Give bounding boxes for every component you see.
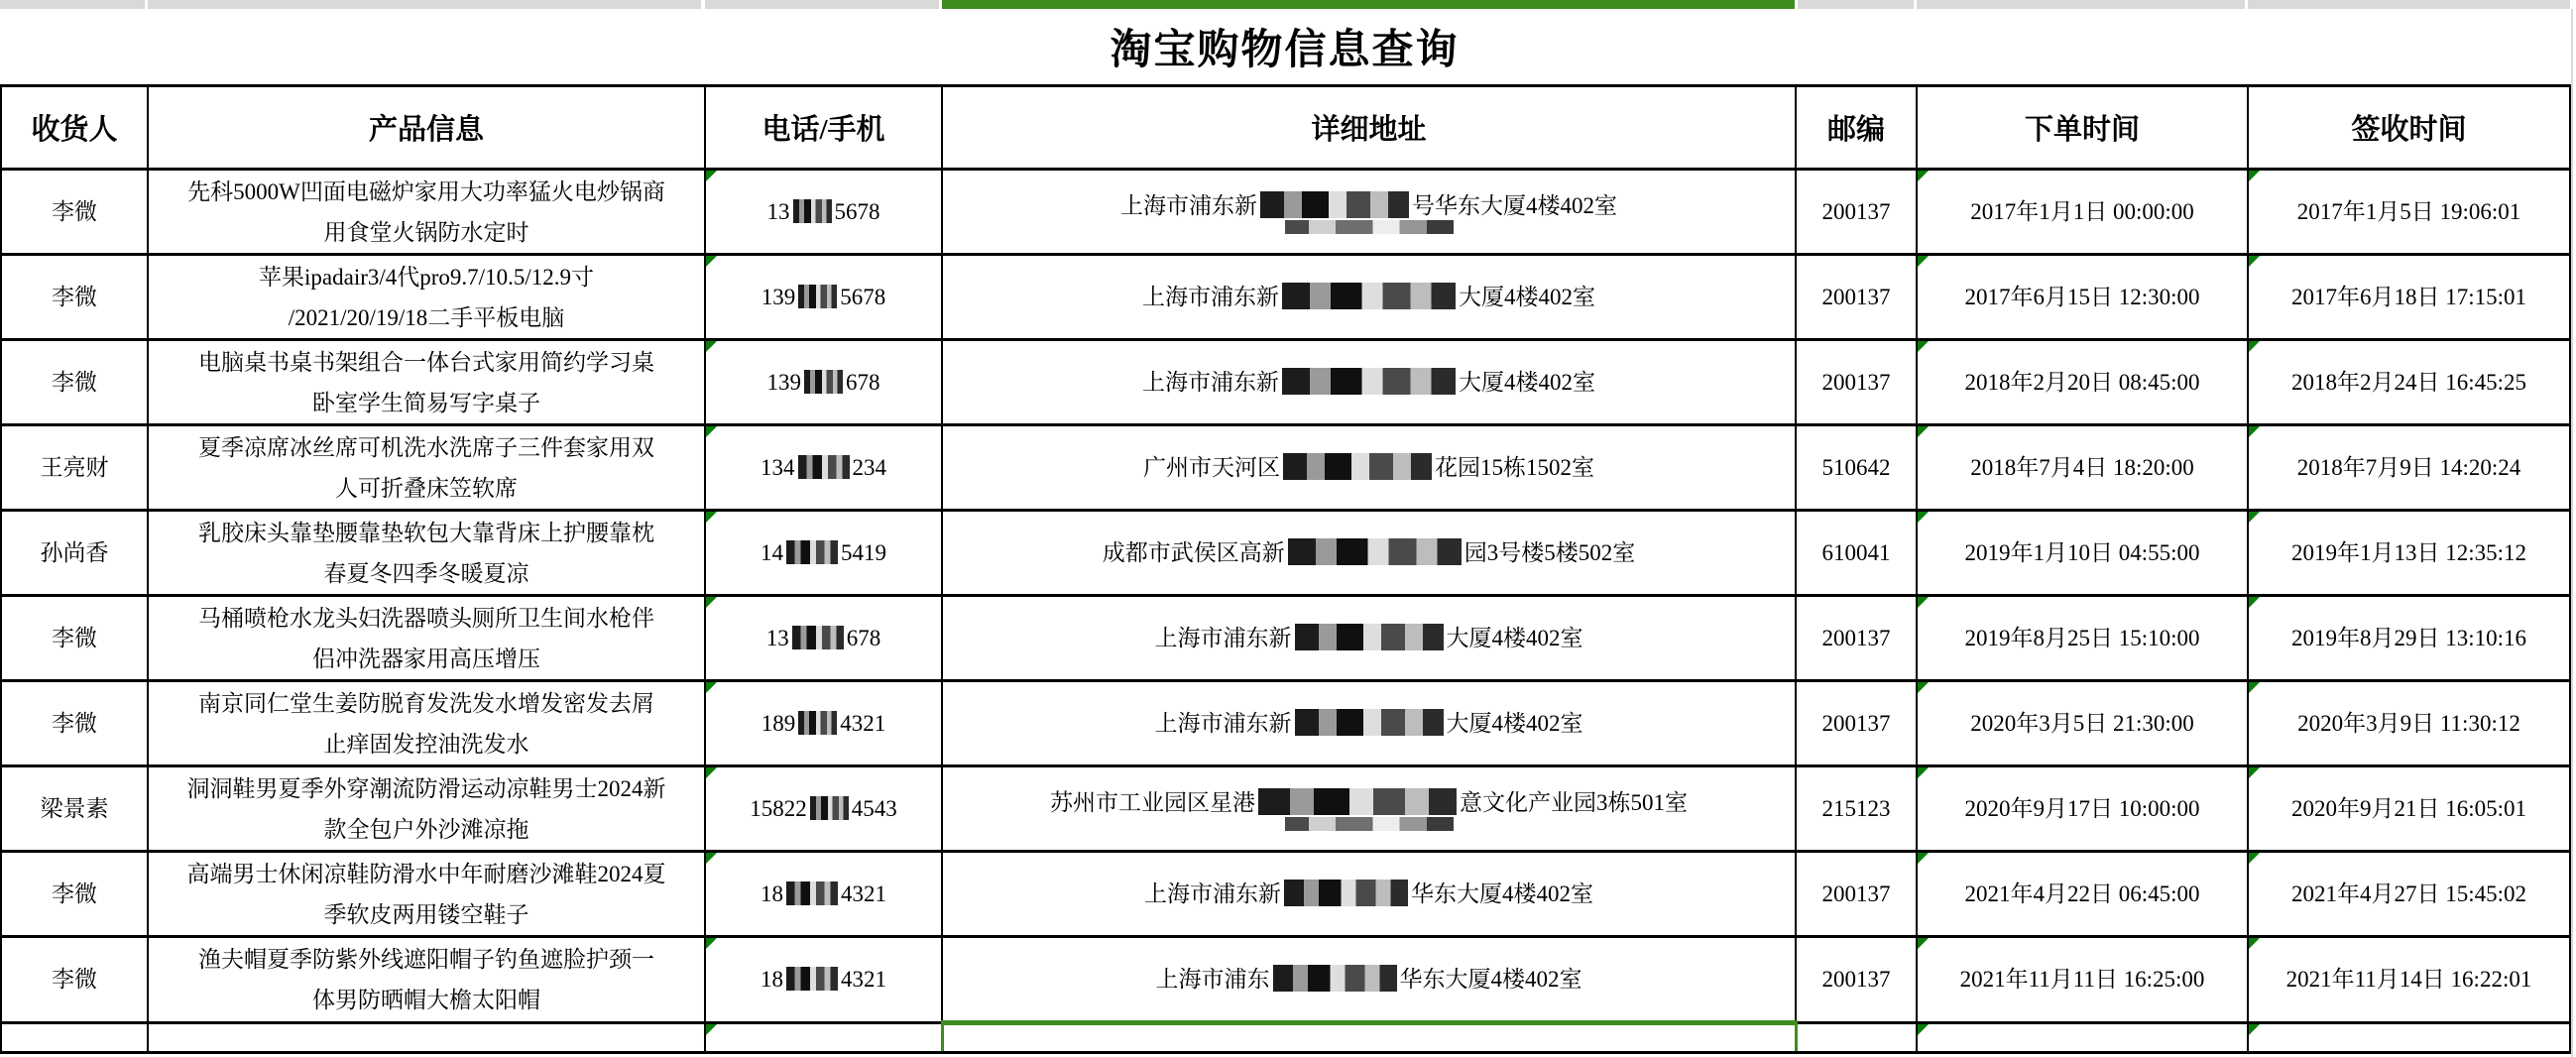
product-info-line2: 春夏冬四季冬暖夏凉 [323,560,529,586]
phone-redaction [804,370,843,394]
address-redaction [1258,788,1457,815]
phone-prefix: 14 [761,539,783,565]
order-time-value: 2017年6月15日 12:30:00 [1964,284,2200,309]
recipient-cell[interactable] [1,596,148,681]
zip-value: 200137 [1821,710,1891,736]
address-prefix: 上海市浦东 [1155,966,1270,992]
product-info-line1: 夏季凉席冰丝席可机洗水洗席子三件套家用双 [198,434,654,460]
phone-suffix: 234 [852,454,886,480]
partial-bottom-row [1,1023,2570,1053]
phone-cell[interactable] [705,852,942,937]
phone-suffix: 678 [846,625,881,650]
phone-redaction [798,285,837,308]
address-cell[interactable] [942,681,1796,766]
zip-cell[interactable] [1796,170,1917,255]
phone-suffix: 4321 [841,967,886,992]
product-info-line2: 季软皮两用镂空鞋子 [323,901,529,927]
address-redaction [1283,453,1432,480]
top-bar-segment [148,0,701,9]
sign-time-cell[interactable] [2248,425,2570,511]
address-cell[interactable] [942,766,1796,852]
product-cell[interactable] [148,596,705,681]
address-suffix: 大厦4楼402室 [1446,710,1583,736]
phone-prefix: 134 [761,454,795,480]
table-row [1,425,2570,511]
product-info-line1: 乳胶床头靠垫腰靠垫软包大靠背床上护腰靠枕 [198,520,654,545]
recipient-cell[interactable] [1,511,148,596]
phone-suffix: 4321 [841,881,886,906]
address-prefix: 上海市浦东新 [1154,625,1292,650]
address-redaction-second-line [1285,817,1454,831]
address-redaction [1282,283,1456,309]
order-time-value: 2021年4月22日 06:45:00 [1964,881,2200,906]
order-time-cell[interactable] [1917,425,2248,511]
sheet-right-edge [2571,9,2573,1057]
recipient-cell[interactable] [1,170,148,255]
zip-cell[interactable] [1796,852,1917,937]
product-info-line2: 体男防晒帽大檐太阳帽 [312,988,540,1012]
sign-time-value: 2019年1月13日 12:35:12 [2290,539,2527,565]
product-info-line2: 用食堂火锅防水定时 [323,219,529,245]
phone-cell[interactable] [705,937,942,1023]
phone-prefix: 15822 [750,795,807,821]
header-row [1,86,2570,170]
order-time-value: 2020年3月5日 21:30:00 [1970,710,2194,736]
phone-redaction [798,711,837,735]
phone-suffix: 5678 [840,284,886,309]
zip-value: 200137 [1821,881,1891,906]
product-info-line1: 渔夫帽夏季防紫外线遮阳帽子钓鱼遮脸护颈一 [198,947,654,972]
product-cell[interactable] [148,937,705,1023]
address-cell[interactable] [942,425,1796,511]
recipient-cell[interactable] [1,937,148,1023]
address-prefix: 广州市天河区 [1143,454,1280,480]
address-prefix: 上海市浦东新 [1142,284,1279,309]
recipient-name: 李微 [52,710,97,736]
zip-value: 200137 [1821,625,1891,650]
product-cell[interactable] [148,425,705,511]
order-time-cell[interactable] [1917,937,2248,1023]
product-info-line1: 电脑桌书桌书架组合一体台式家用简约学习桌 [198,349,654,375]
zip-cell[interactable] [1796,340,1917,425]
sign-time-cell[interactable] [2248,255,2570,340]
order-time-cell[interactable] [1917,852,2248,937]
phone-redaction [792,626,844,649]
phone-prefix: 189 [761,710,796,736]
order-time-value: 2020年9月17日 10:00:00 [1964,795,2200,821]
zip-cell[interactable] [1796,766,1917,852]
recipient-name: 李微 [52,369,97,395]
zip-value: 610041 [1821,539,1891,565]
sign-time-cell[interactable] [2248,1023,2570,1053]
phone-prefix: 139 [761,284,796,309]
sign-time-cell[interactable] [2248,340,2570,425]
address-redaction [1273,965,1397,992]
product-cell[interactable] [148,511,705,596]
sheet-top-edge-bar [0,0,2576,9]
phone-prefix: 18 [761,967,783,992]
order-time-cell[interactable] [1917,1023,2248,1053]
phone-suffix: 5678 [834,198,880,224]
address-redaction [1288,538,1462,565]
zip-value: 200137 [1821,284,1891,309]
address-cell[interactable] [942,937,1796,1023]
zip-cell[interactable] [1796,1023,1917,1053]
recipient-cell[interactable] [1,255,148,340]
address-prefix: 苏州市工业园区星港 [1050,789,1255,815]
recipient-name: 李微 [52,967,97,992]
table-row [1,852,2570,937]
zip-cell[interactable] [1796,681,1917,766]
selection-top-border [942,0,1795,9]
zip-value: 215123 [1821,795,1891,821]
product-cell[interactable] [148,1023,705,1053]
product-cell[interactable] [148,852,705,937]
zip-value: 200137 [1821,967,1891,992]
address-suffix: 花园15栋1502室 [1435,454,1594,480]
product-info-line1: 先科5000W凹面电磁炉家用大功率猛火电炒锅商 [187,178,665,204]
recipient-name: 李微 [52,284,97,309]
sign-time-value: 2017年1月5日 19:06:01 [2296,198,2521,224]
zip-value: 510642 [1821,454,1891,480]
order-time-cell[interactable] [1917,596,2248,681]
sign-time-value: 2019年8月29日 13:10:16 [2290,625,2527,650]
product-cell[interactable] [148,340,705,425]
order-time-value: 2018年7月4日 18:20:00 [1970,454,2194,480]
phone-prefix: 139 [766,369,801,395]
product-info-line2: 人可折叠床笠软席 [335,475,518,501]
product-info-line2: /2021/20/19/18二手平板电脑 [288,304,565,330]
recipient-cell[interactable] [1,766,148,852]
table-row [1,937,2570,1023]
table-row [1,340,2570,425]
sign-time-value: 2018年7月9日 14:20:24 [2296,454,2521,480]
order-time-value: 2018年2月20日 08:45:00 [1964,369,2200,395]
phone-cell[interactable] [705,170,942,255]
address-cell-selected[interactable] [942,1023,1796,1053]
recipient-cell[interactable] [1,1023,148,1053]
phone-suffix: 4321 [840,710,886,736]
recipient-cell[interactable] [1,852,148,937]
sign-time-value: 2018年2月24日 16:45:25 [2290,369,2527,395]
product-info-line1: 洞洞鞋男夏季外穿潮流防滑运动凉鞋男士2024新 [186,775,666,801]
product-info-line2: 款全包户外沙滩凉拖 [323,816,529,842]
zip-cell[interactable] [1796,425,1917,511]
recipient-cell[interactable] [1,681,148,766]
product-info-line1: 高端男士休闲凉鞋防滑水中年耐磨沙滩鞋2024夏 [186,861,666,886]
recipient-name: 孙尚香 [40,539,109,565]
zip-cell[interactable] [1796,255,1917,340]
sign-time-value: 2020年3月9日 11:30:12 [2297,710,2520,736]
phone-redaction [810,796,849,820]
phone-suffix: 5419 [841,539,886,565]
sign-time-cell[interactable] [2248,596,2570,681]
address-prefix: 上海市浦东新 [1144,881,1281,906]
zip-cell[interactable] [1796,596,1917,681]
phone-cell[interactable] [705,340,942,425]
col-header-phone[interactable]: 电话/手机 [705,86,942,170]
top-bar-segment [1917,0,2245,9]
title-row [0,9,2569,84]
recipient-cell[interactable] [1,340,148,425]
top-bar-segment [2248,0,2570,9]
address-cell[interactable] [942,170,1796,255]
product-info-line2: 止痒固发控油洗发水 [323,731,529,757]
product-info-line1: 南京同仁堂生姜防脱育发洗发水增发密发去屑 [198,690,654,716]
sign-time-cell[interactable] [2248,766,2570,852]
recipient-cell[interactable] [1,425,148,511]
sign-time-value: 2017年6月18日 17:15:01 [2290,284,2527,309]
col-header-address[interactable]: 详细地址 [942,86,1796,170]
recipient-name: 李微 [52,881,97,906]
sign-time-cell[interactable] [2248,511,2570,596]
table-row [1,766,2570,852]
order-time-value: 2019年8月25日 15:10:00 [1964,625,2200,650]
phone-cell[interactable] [705,511,942,596]
order-time-cell[interactable] [1917,255,2248,340]
col-header-sign-time[interactable]: 签收时间 [2248,86,2570,170]
address-redaction [1284,880,1408,906]
phone-redaction [786,881,838,905]
phone-cell[interactable] [705,766,942,852]
zip-value: 200137 [1821,369,1891,395]
address-suffix: 意文化产业园3栋501室 [1460,789,1688,815]
phone-cell[interactable] [705,681,942,766]
sign-time-cell[interactable] [2248,852,2570,937]
address-prefix: 成都市武侯区高新 [1102,539,1285,565]
phone-redaction [786,540,838,564]
order-time-value: 2017年1月1日 00:00:00 [1970,198,2194,224]
zip-cell[interactable] [1796,937,1917,1023]
recipient-name: 梁景素 [40,795,109,821]
address-suffix: 号华东大厦4楼402室 [1412,192,1617,218]
phone-redaction [793,199,832,223]
phone-redaction [798,455,850,479]
address-suffix: 园3号楼5楼502室 [1464,539,1636,565]
order-time-cell[interactable] [1917,766,2248,852]
address-cell[interactable] [942,596,1796,681]
phone-cell[interactable] [705,425,942,511]
orders-table [0,84,2571,1054]
sign-time-cell[interactable] [2248,681,2570,766]
phone-prefix: 13 [765,625,789,650]
address-redaction [1295,624,1444,650]
address-suffix: 华东大厦4楼402室 [1399,966,1582,992]
top-bar-segment [1798,0,1914,9]
top-bar-segment [705,0,939,9]
address-suffix: 华东大厦4楼402室 [1411,881,1593,906]
col-header-recipient[interactable]: 收货人 [1,86,148,170]
sign-time-value: 2020年9月21日 16:05:01 [2290,795,2527,821]
page-title: 淘宝购物信息查询 [1110,28,1460,73]
phone-prefix: 13 [766,198,790,224]
product-cell[interactable] [148,170,705,255]
phone-suffix: 678 [846,369,880,395]
col-header-product[interactable]: 产品信息 [148,86,705,170]
table-row [1,681,2570,766]
sign-time-value: 2021年11月14日 16:22:01 [2285,967,2532,992]
product-cell[interactable] [148,766,705,852]
order-time-cell[interactable] [1917,681,2248,766]
order-time-cell[interactable] [1917,170,2248,255]
address-prefix: 上海市浦东新 [1142,369,1279,395]
col-header-zip[interactable]: 邮编 [1796,86,1917,170]
order-time-cell[interactable] [1917,511,2248,596]
recipient-name: 李微 [52,198,97,224]
order-time-cell[interactable] [1917,340,2248,425]
order-time-value: 2019年1月10日 04:55:00 [1964,539,2200,565]
product-info-line1: 苹果ipadair3/4代pro9.7/10.5/12.9寸 [259,264,594,290]
recipient-name: 李微 [52,625,97,650]
table-row [1,170,2570,255]
zip-value: 200137 [1821,198,1891,224]
address-cell[interactable] [942,511,1796,596]
order-time-value: 2021年11月11日 16:25:00 [1959,967,2205,992]
address-cell[interactable] [942,255,1796,340]
sign-time-value: 2021年4月27日 15:45:02 [2290,881,2527,906]
col-header-order-time[interactable]: 下单时间 [1917,86,2248,170]
address-suffix: 大厦4楼402室 [1446,625,1583,650]
address-redaction [1295,709,1444,736]
address-suffix: 大厦4楼402室 [1459,284,1595,309]
address-redaction [1260,191,1409,218]
phone-cell[interactable] [705,1023,942,1053]
product-cell[interactable] [148,681,705,766]
sign-time-cell[interactable] [2248,170,2570,255]
phone-redaction [786,967,838,991]
product-info-line2: 侣冲洗器家用高压增压 [312,646,540,671]
phone-suffix: 4543 [851,795,897,821]
phone-cell[interactable] [705,596,942,681]
address-cell[interactable] [942,852,1796,937]
top-bar-segment [0,0,145,9]
phone-prefix: 18 [761,881,783,906]
product-info-line2: 卧室学生简易写字桌子 [312,390,540,415]
table-row [1,596,2570,681]
zip-cell[interactable] [1796,511,1917,596]
address-prefix: 上海市浦东新 [1120,192,1257,218]
table-row [1,255,2570,340]
recipient-name: 王亮财 [40,454,109,480]
address-cell[interactable] [942,340,1796,425]
address-redaction-second-line [1285,220,1454,234]
address-prefix: 上海市浦东新 [1154,710,1292,736]
address-redaction [1282,368,1456,395]
product-cell[interactable] [148,255,705,340]
product-info-line1: 马桶喷枪水龙头妇洗器喷头厕所卫生间水枪伴 [198,605,654,631]
sign-time-cell[interactable] [2248,937,2570,1023]
address-suffix: 大厦4楼402室 [1459,369,1595,395]
table-row [1,511,2570,596]
phone-cell[interactable] [705,255,942,340]
